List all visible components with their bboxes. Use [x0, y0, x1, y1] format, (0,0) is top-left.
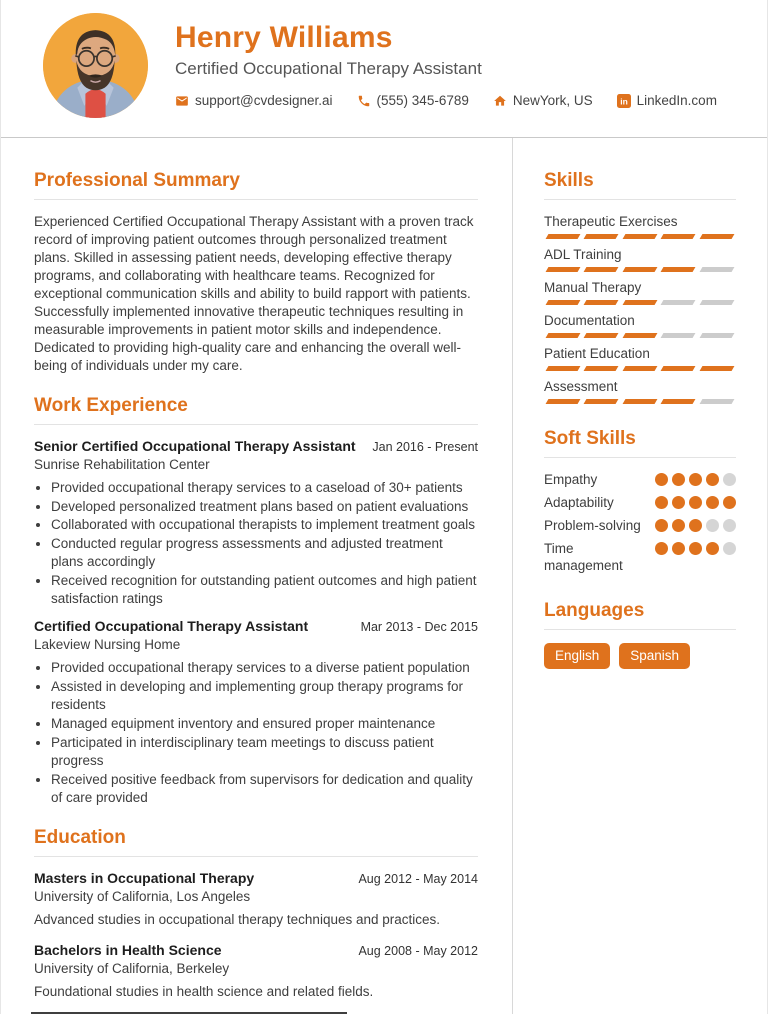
education-entry-head [34, 942, 478, 959]
avatar-photo-icon [43, 13, 148, 118]
education-description: Foundational studies in health science and related fields. [34, 983, 374, 999]
bullet-item: • Provided occupational therapy services to a diverse patient population [51, 659, 478, 677]
rating-dot-filled [723, 496, 736, 509]
skill-segment-filled [584, 234, 619, 239]
heading-rule [34, 856, 478, 857]
svg-text:in: in [619, 96, 628, 106]
soft-skill-item [544, 494, 736, 511]
skill-level-bar [544, 399, 736, 404]
home-icon [493, 94, 507, 108]
contact-phone[interactable] [357, 93, 469, 108]
education-entry [34, 870, 478, 929]
rating-dot-filled [672, 542, 685, 555]
section-experience [34, 395, 478, 807]
skill-segment-filled [661, 399, 696, 404]
skill-segment-filled [584, 333, 619, 338]
skill-segment-filled [546, 234, 581, 239]
languages-heading: Languages [544, 600, 645, 621]
skill-segment-filled [584, 267, 619, 272]
rating-dot-filled [706, 496, 719, 509]
skill-item [544, 378, 736, 404]
contact-email[interactable] [175, 93, 333, 108]
rating-dot-filled [689, 542, 702, 555]
email-icon [175, 94, 189, 108]
skill-item [544, 345, 736, 371]
skill-label: Patient Education [544, 346, 650, 361]
soft-skill-rating [655, 494, 736, 509]
skill-segment-empty [661, 300, 696, 305]
skill-label: Documentation [544, 313, 635, 328]
section-skills [544, 170, 736, 404]
rating-dot-filled [655, 496, 668, 509]
skill-item [544, 279, 736, 305]
section-summary [34, 170, 478, 375]
contact-phone-text: (555) 345-6789 [376, 93, 469, 108]
education-entry-head [34, 870, 478, 887]
rating-dot-empty [723, 519, 736, 532]
skill-segment-filled [622, 234, 657, 239]
skill-segment-filled [584, 366, 619, 371]
soft-skills-list [544, 471, 736, 574]
skill-segment-filled [699, 234, 734, 239]
skill-item [544, 246, 736, 272]
education-description: Advanced studies in occupational therapy techniques and practices. [34, 911, 441, 927]
bullet-item: • Received positive feedback from supervisors for dedication and quality of care provided [51, 771, 478, 807]
linkedin-icon [617, 94, 631, 108]
bullet-item: • Participated in interdisciplinary team meetings to discuss patient progress [51, 734, 478, 770]
rating-dot-filled [689, 473, 702, 486]
rating-dot-filled [672, 473, 685, 486]
skill-label: Therapeutic Exercises [544, 214, 678, 229]
contact-email-text: support@cvdesigner.ai [195, 93, 333, 108]
header-text [175, 11, 717, 108]
job-dates: Mar 2013 - Dec 2015 [360, 620, 478, 635]
contact-linkedin[interactable] [617, 93, 717, 108]
rating-dot-empty [723, 542, 736, 555]
skills-heading: Skills [544, 170, 594, 191]
skill-segment-filled [699, 366, 734, 371]
skill-level-bar [544, 267, 736, 272]
education-entry [34, 942, 478, 1001]
language-badge: Spanish [619, 643, 690, 669]
summary-text: Experienced Certified Occupational Therapy Assistant with a proven track record of improving patient outcomes through personalized treatment plans. Skilled in assessing patient needs, developing effective therapy programs, and collaborating with healthcare teams. Recognized for exceptional communication skills and ability to build rapport with patients. Successfully implemented innovative therapeutic techniques resulting in measurable improvements in patient motor skills and independence. Dedicated to providing high-quality care and enhancing the overall well-being of individuals under my care. [34, 214, 474, 373]
job-company: Sunrise Rehabilitation Center [34, 456, 210, 472]
skill-label: ADL Training [544, 247, 622, 262]
rating-dot-filled [689, 519, 702, 532]
bullet-item: • Received recognition for outstanding patient outcomes and high patient satisfaction ratings [51, 572, 478, 608]
contact-row [175, 93, 717, 108]
column-divider [512, 138, 513, 1014]
job-entry [34, 438, 478, 609]
heading-rule [544, 629, 736, 630]
language-badge: English [544, 643, 610, 669]
rating-dot-filled [655, 473, 668, 486]
header [1, 0, 767, 138]
skill-item [544, 312, 736, 338]
school-name: University of California, Berkeley [34, 960, 230, 976]
soft-skill-rating [655, 517, 736, 532]
soft-skill-label: Time management [544, 541, 623, 573]
rating-dot-filled [672, 519, 685, 532]
degree-title: Masters in Occupational Therapy [34, 869, 255, 886]
bullet-item: • Provided occupational therapy services to a caseload of 30+ patients [51, 479, 478, 497]
skill-segment-empty [699, 267, 734, 272]
skill-segment-filled [661, 267, 696, 272]
bullet-item: • Collaborated with occupational therapists to implement treatment goals [51, 516, 478, 534]
contact-location[interactable] [493, 93, 593, 108]
summary-heading: Professional Summary [34, 170, 240, 191]
job-title: Senior Certified Occupational Therapy Assistant [34, 437, 356, 454]
rating-dot-filled [706, 542, 719, 555]
phone-icon [357, 94, 371, 108]
section-languages [544, 600, 736, 669]
job-bullet-list [51, 659, 478, 807]
job-title: Certified Occupational Therapy Assistant [34, 618, 309, 635]
skill-segment-filled [584, 300, 619, 305]
skill-level-bar [544, 300, 736, 305]
skill-label: Assessment [544, 379, 618, 394]
education-dates: Aug 2008 - May 2012 [358, 943, 478, 958]
heading-rule [544, 457, 736, 458]
skill-segment-empty [699, 399, 734, 404]
skill-segment-filled [546, 300, 581, 305]
school-name: University of California, Los Angeles [34, 888, 251, 904]
job-bullet-list [51, 479, 478, 609]
skill-segment-filled [622, 399, 657, 404]
bullet-item: • Conducted regular progress assessments and adjusted treatment plans accordingly [51, 535, 478, 571]
person-title: Certified Occupational Therapy Assistant [175, 59, 482, 78]
soft-skill-label: Empathy [544, 472, 598, 487]
person-name: Henry Williams [175, 21, 393, 54]
skill-level-bar [544, 234, 736, 239]
skill-segment-filled [546, 399, 581, 404]
bullet-item: • Managed equipment inventory and ensured proper maintenance [51, 715, 478, 733]
job-entry [34, 618, 478, 807]
contact-linkedin-text: LinkedIn.com [636, 93, 717, 108]
job-entry-head [34, 438, 478, 455]
skill-segment-filled [622, 366, 657, 371]
rating-dot-filled [655, 519, 668, 532]
heading-rule [544, 199, 736, 200]
rating-dot-empty [706, 519, 719, 532]
skill-level-bar [544, 333, 736, 338]
education-heading: Education [34, 826, 126, 848]
rating-dot-filled [706, 473, 719, 486]
section-education [34, 827, 478, 1001]
degree-title: Bachelors in Health Science [34, 941, 222, 958]
soft-skills-heading: Soft Skills [544, 428, 636, 449]
heading-rule [34, 424, 478, 425]
skill-level-bar [544, 366, 736, 371]
job-company: Lakeview Nursing Home [34, 637, 181, 653]
skill-label: Manual Therapy [544, 280, 642, 295]
skill-segment-filled [546, 366, 581, 371]
resume-body [1, 138, 767, 1014]
soft-skill-item [544, 471, 736, 488]
skills-list [544, 213, 736, 404]
skill-item [544, 213, 736, 239]
skill-segment-filled [622, 333, 657, 338]
skill-segment-filled [661, 234, 696, 239]
rating-dot-filled [689, 496, 702, 509]
soft-skill-label: Problem-solving [544, 518, 641, 533]
sidebar [544, 170, 736, 1014]
skill-segment-filled [584, 399, 619, 404]
skill-segment-filled [622, 267, 657, 272]
bullet-item: • Developed personalized treatment plans based on patient evaluations [51, 498, 478, 516]
contact-location-text: NewYork, US [512, 93, 593, 108]
job-dates: Jan 2016 - Present [372, 439, 478, 454]
soft-skill-label: Adaptability [544, 495, 614, 510]
skill-segment-empty [661, 333, 696, 338]
skill-segment-empty [699, 333, 734, 338]
education-dates: Aug 2012 - May 2014 [358, 871, 478, 886]
soft-skill-item [544, 517, 736, 534]
experience-heading: Work Experience [34, 394, 188, 416]
job-entry-head [34, 618, 478, 635]
skill-segment-filled [546, 333, 581, 338]
soft-skill-item [544, 540, 736, 574]
rating-dot-filled [672, 496, 685, 509]
soft-skill-rating [655, 540, 736, 555]
heading-rule [34, 199, 478, 200]
language-badges [544, 643, 736, 669]
rating-dot-filled [655, 542, 668, 555]
skill-segment-filled [661, 366, 696, 371]
rating-dot-empty [723, 473, 736, 486]
soft-skill-rating [655, 471, 736, 486]
skill-segment-empty [699, 300, 734, 305]
skill-segment-filled [546, 267, 581, 272]
section-soft-skills [544, 428, 736, 574]
avatar [43, 13, 148, 118]
bullet-item: • Assisted in developing and implementing group therapy programs for residents [51, 678, 478, 714]
main-column [34, 170, 478, 1014]
skill-segment-filled [622, 300, 657, 305]
